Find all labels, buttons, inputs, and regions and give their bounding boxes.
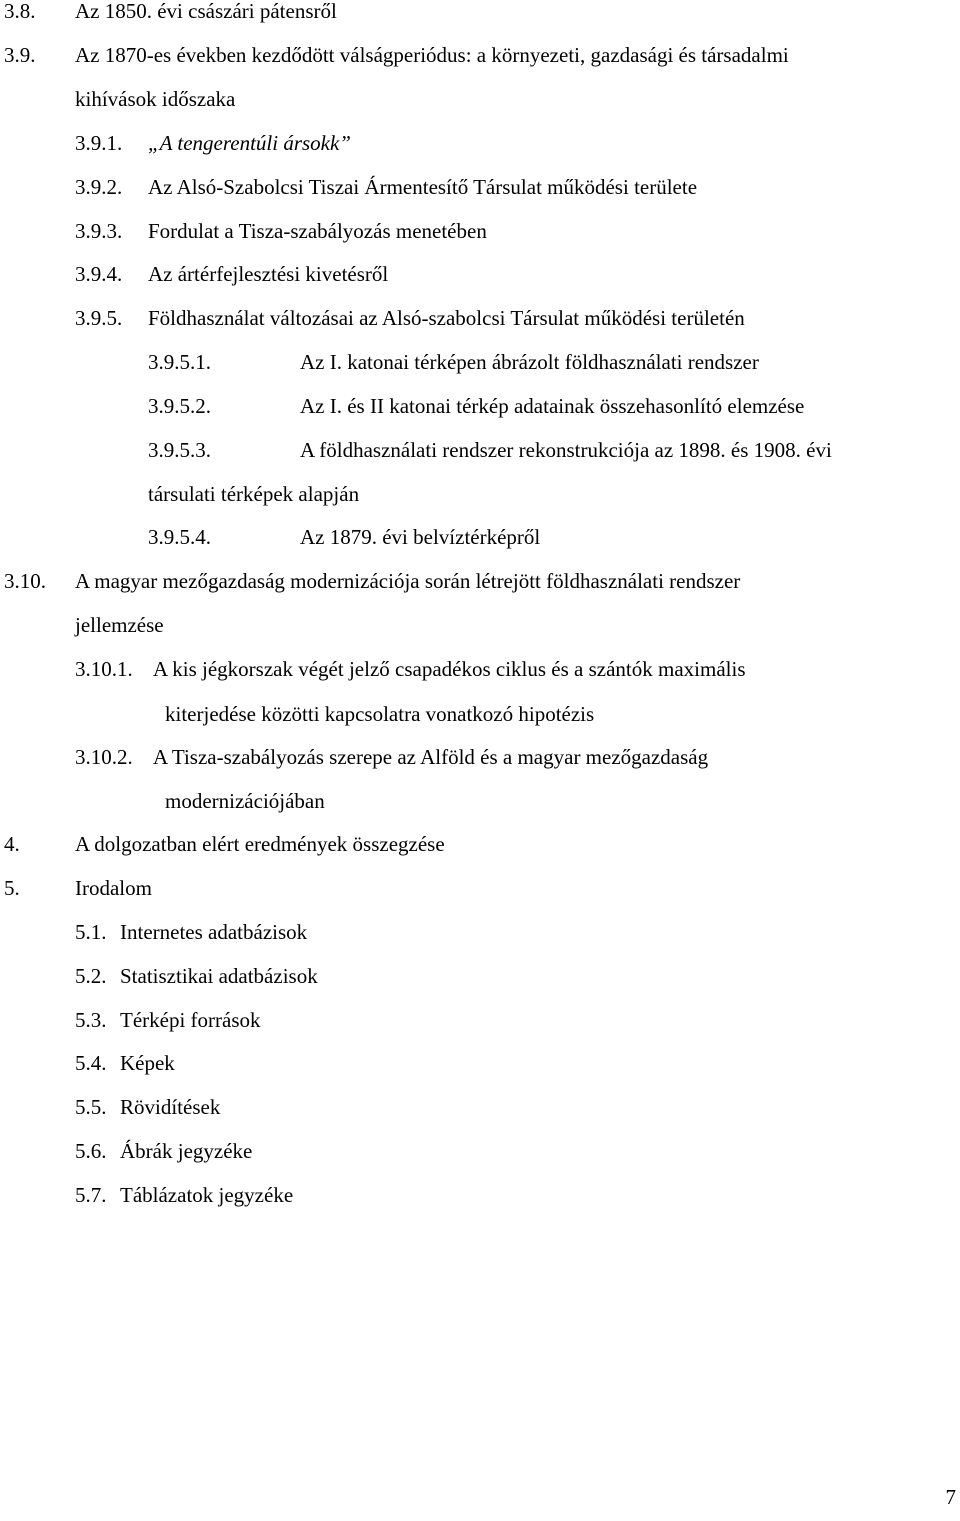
toc-title: Ábrák jegyzéke bbox=[120, 1139, 253, 1163]
toc-title: „A tengerentúli ársokk” bbox=[148, 131, 351, 155]
toc-title: Az 1850. évi császári pátensről bbox=[75, 0, 337, 23]
toc-title: társulati térképek alapján bbox=[148, 482, 360, 506]
toc-number: 3.8. bbox=[4, 0, 36, 23]
toc-number: 3.9.5.3. bbox=[148, 438, 211, 462]
toc-entry-continuation bbox=[165, 701, 594, 727]
toc-title: Térképi források bbox=[120, 1008, 261, 1032]
toc-title: Táblázatok jegyzéke bbox=[120, 1183, 294, 1207]
toc-title: modernizációjában bbox=[165, 789, 325, 813]
toc-title: Fordulat a Tisza-szabályozás menetében bbox=[148, 219, 487, 243]
toc-title: Az I. és II katonai térkép adatainak összehasonlító elemzése bbox=[300, 394, 805, 418]
toc-entry-5-7 bbox=[75, 1182, 293, 1208]
toc-title: Rövidítések bbox=[120, 1095, 221, 1119]
toc-entry-3-9-5-4 bbox=[148, 524, 540, 550]
toc-title: Az ártérfejlesztési kivetésről bbox=[148, 262, 389, 286]
toc-number: 3.9.3. bbox=[75, 219, 123, 243]
toc-entry-continuation bbox=[75, 612, 164, 638]
toc-entry-continuation bbox=[165, 788, 325, 814]
toc-number: 5.3. bbox=[75, 1008, 107, 1032]
toc-entry-5-4 bbox=[75, 1050, 175, 1076]
toc-number: 5. bbox=[4, 876, 20, 900]
page-number: 7 bbox=[945, 1485, 956, 1509]
toc-number: 3.9.2. bbox=[75, 175, 123, 199]
toc-number: 3.9.5. bbox=[75, 306, 123, 330]
toc-entry-3-8 bbox=[4, 0, 337, 24]
toc-entry-3-10-2 bbox=[75, 744, 708, 770]
toc-title: Képek bbox=[120, 1051, 175, 1075]
toc-entry-3-9-1 bbox=[75, 130, 351, 156]
toc-entry-5-3 bbox=[75, 1007, 261, 1033]
toc-entry-3-9 bbox=[4, 42, 789, 68]
toc-title: A dolgozatban elért eredmények összegzése bbox=[75, 832, 445, 856]
toc-number: 3.10.1. bbox=[75, 657, 133, 681]
toc-number: 3.10.2. bbox=[75, 745, 133, 769]
toc-entry-3-9-5-3 bbox=[148, 437, 832, 463]
toc-entry-3-9-3 bbox=[75, 218, 487, 244]
toc-entry-3-9-5-1 bbox=[148, 349, 759, 375]
toc-number: 3.9.5.1. bbox=[148, 350, 211, 374]
toc-entry-5-5 bbox=[75, 1094, 220, 1120]
toc-entry-3-9-4 bbox=[75, 261, 388, 287]
toc-number: 5.7. bbox=[75, 1183, 107, 1207]
toc-title: Irodalom bbox=[75, 876, 152, 900]
toc-entry-4 bbox=[4, 831, 445, 857]
toc-number: 3.10. bbox=[4, 569, 46, 593]
toc-number: 5.2. bbox=[75, 964, 107, 988]
toc-number: 5.5. bbox=[75, 1095, 107, 1119]
toc-number: 3.9.4. bbox=[75, 262, 123, 286]
toc-title: Az I. katonai térképen ábrázolt földhasználati rendszer bbox=[300, 350, 759, 374]
toc-entry-3-9-5 bbox=[75, 305, 745, 331]
toc-title: Statisztikai adatbázisok bbox=[120, 964, 318, 988]
toc-number: 5.4. bbox=[75, 1051, 107, 1075]
toc-entry-5-1 bbox=[75, 919, 307, 945]
toc-entry-continuation bbox=[75, 86, 235, 112]
toc-number: 3.9. bbox=[4, 43, 36, 67]
toc-title: A kis jégkorszak végét jelző csapadékos ciklus és a szántók maximális bbox=[153, 657, 746, 681]
toc-entry-5-2 bbox=[75, 963, 318, 989]
toc-title: Internetes adatbázisok bbox=[120, 920, 308, 944]
toc-number: 3.9.5.2. bbox=[148, 394, 211, 418]
toc-title: A Tisza-szabályozás szerepe az Alföld és a magyar mezőgazdaság bbox=[153, 745, 709, 769]
toc-number: 3.9.5.4. bbox=[148, 525, 211, 549]
toc-number: 5.1. bbox=[75, 920, 107, 944]
toc-number: 3.9.1. bbox=[75, 131, 123, 155]
toc-title: kihívások időszaka bbox=[75, 87, 236, 111]
toc-title: A földhasználati rendszer rekonstrukciója az 1898. és 1908. évi bbox=[300, 438, 832, 462]
toc-title: A magyar mezőgazdaság modernizációja során létrejött földhasználati rendszer bbox=[75, 569, 741, 593]
toc-title: Az Alsó-Szabolcsi Tiszai Ármentesítő Társulat működési területe bbox=[148, 175, 698, 199]
toc-entry-continuation bbox=[148, 481, 359, 507]
toc-entry-3-9-2 bbox=[75, 174, 697, 200]
toc-title: jellemzése bbox=[75, 613, 164, 637]
toc-number: 4. bbox=[4, 832, 20, 856]
toc-entry-5 bbox=[4, 875, 152, 901]
toc-title: kiterjedése közötti kapcsolatra vonatkozó hipotézis bbox=[165, 702, 595, 726]
toc-entry-3-10 bbox=[4, 568, 740, 594]
toc-entry-5-6 bbox=[75, 1138, 252, 1164]
toc-title: Földhasználat változásai az Alsó-szabolcsi Társulat működési területén bbox=[148, 306, 745, 330]
toc-number: 5.6. bbox=[75, 1139, 107, 1163]
toc-title: Az 1870-es években kezdődött válságperiódus: a környezeti, gazdasági és társadalmi bbox=[75, 43, 789, 67]
toc-entry-3-9-5-2 bbox=[148, 393, 804, 419]
toc-entry-3-10-1 bbox=[75, 656, 746, 682]
toc-title: Az 1879. évi belvíztérképről bbox=[300, 525, 541, 549]
